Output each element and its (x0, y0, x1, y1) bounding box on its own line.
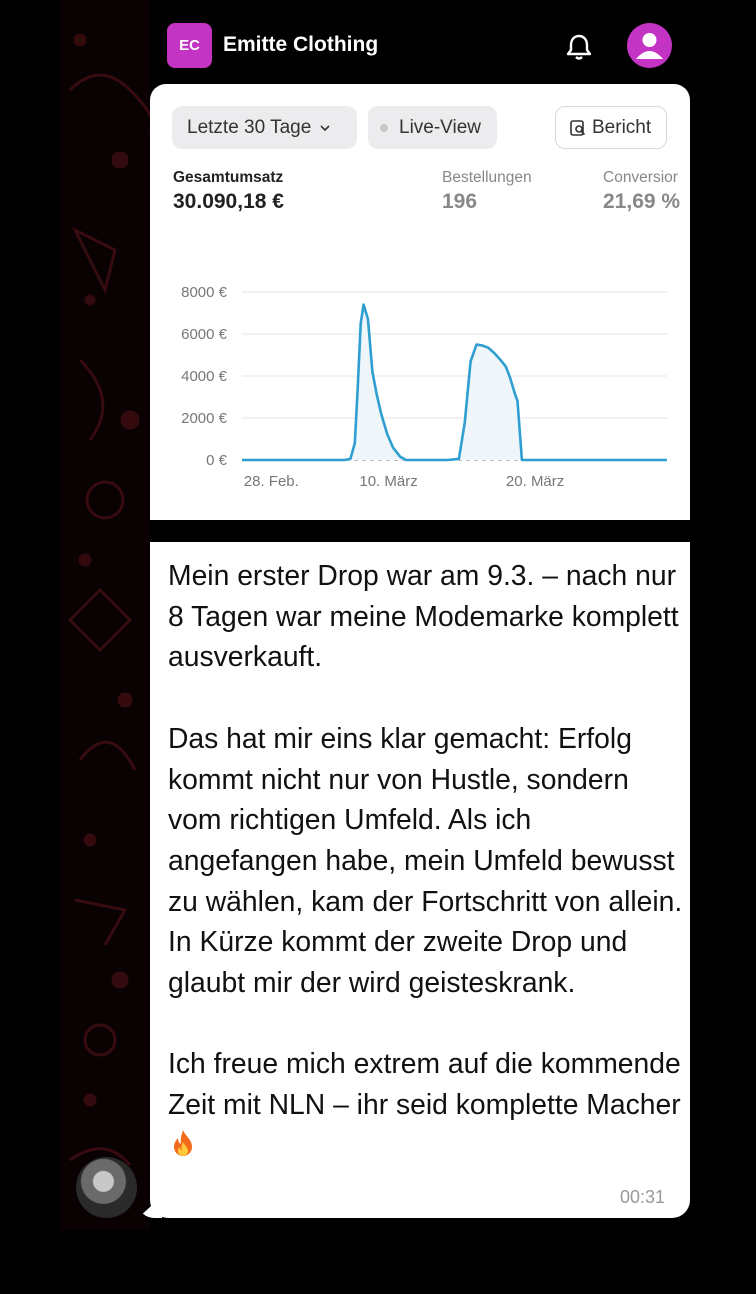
y-tick-label: 4000 € (181, 368, 227, 385)
chevron-down-icon (319, 122, 331, 134)
y-tick-label: 8000 € (181, 284, 227, 301)
chat-wallpaper (60, 0, 150, 1230)
date-range-button[interactable] (172, 106, 357, 149)
metric-value: 21,69 % (603, 190, 681, 213)
message-bubble[interactable] (150, 0, 690, 1218)
metric-value: 30.090,18 € (173, 190, 284, 213)
sales-line-chart (150, 274, 690, 504)
metric-label: Conversior (603, 169, 678, 186)
message-body: Mein erster Drop war am 9.3. – nach nur 8 Tagen war meine Modemarke komplett ausverkauft. Das hat mir eins klar gemacht: Erfolg kommt nicht nur von Hustle, sondern vom richtigen Umfeld. Als ich angefangen habe, mein Umfeld bewusst zu wählen, kam der Fortschritt von allein. In Kürze kommt der zweite Drop und glaubt mir der wird geisteskrank. Ich freue mich extrem auf die kommende Zeit mit NLN – ihr seid komplette Macher (168, 559, 683, 1121)
y-tick-label: 2000 € (181, 410, 227, 427)
attached-screenshot[interactable] (150, 0, 690, 542)
store-name: Emitte Clothing (223, 33, 379, 56)
metric-label: Bestellungen (442, 169, 532, 186)
live-dot-icon (380, 124, 388, 132)
user-avatar-icon (627, 23, 672, 68)
x-tick-label: 10. März (359, 473, 418, 490)
report-button[interactable] (555, 106, 667, 149)
report-label: Bericht (592, 116, 652, 138)
date-range-label: Letzte 30 Tage (187, 116, 312, 138)
bell-icon (564, 32, 594, 62)
store-header (150, 0, 690, 84)
fire-icon (168, 1128, 198, 1158)
analytics-panel (150, 84, 690, 520)
series-line (242, 305, 667, 460)
screenshot-bottom-bar (150, 520, 690, 542)
metric-label: Gesamtumsatz (173, 169, 284, 186)
report-icon (569, 119, 587, 137)
sender-avatar[interactable] (76, 1157, 137, 1218)
metric-value: 196 (442, 190, 478, 213)
y-tick-label: 0 € (206, 452, 227, 469)
message-text (168, 555, 683, 1166)
live-view-label: Live-View (399, 116, 482, 138)
store-badge: EC (167, 23, 212, 68)
live-view-button[interactable] (368, 106, 497, 149)
message-timestamp: 00:31 (620, 1187, 666, 1207)
x-tick-label: 28. Feb. (243, 473, 299, 490)
y-tick-label: 6000 € (181, 326, 227, 343)
x-tick-label: 20. März (505, 473, 565, 490)
series-area (242, 305, 667, 460)
